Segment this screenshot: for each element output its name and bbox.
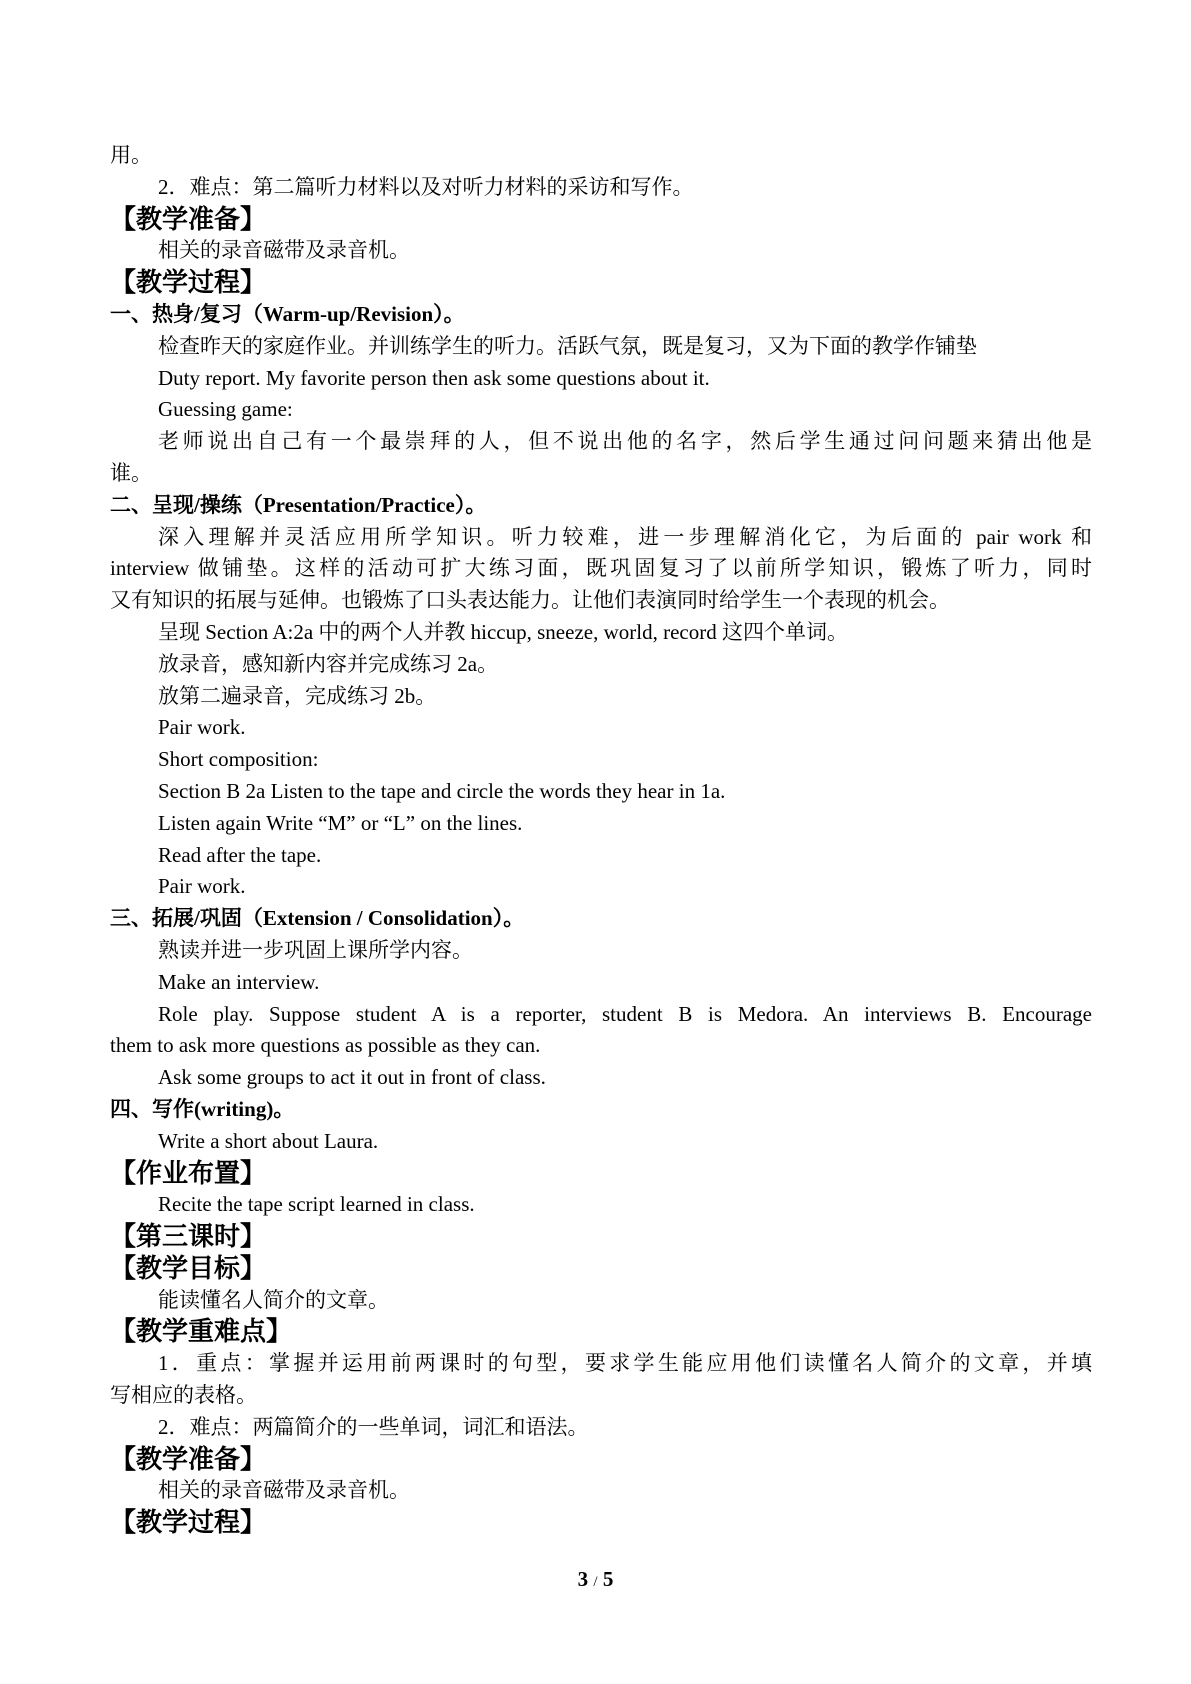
text-line: 2．难点：第二篇听力材料以及对听力材料的采访和写作。	[158, 174, 694, 199]
text-line: Guessing game:	[158, 397, 293, 422]
bracket-heading: 【教学过程】	[110, 1508, 267, 1538]
section-heading: 一、热身/复习（Warm-up/Revision）。	[110, 301, 465, 326]
text-line: Read after the tape.	[158, 842, 322, 867]
section-heading: 三、拓展/巩固（Extension / Consolidation）。	[110, 906, 525, 931]
bracket-heading: 【教学准备】	[110, 204, 267, 234]
text-line: 能读懂名人简介的文章。	[158, 1287, 389, 1312]
text-line: 谁。	[110, 460, 152, 485]
bracket-heading: 【教学准备】	[110, 1444, 267, 1474]
text-line: 又有知识的拓展与延伸。也锻炼了口头表达能力。让他们表演同时给学生一个表现的机会。	[110, 588, 950, 613]
page-current: 3	[577, 1567, 589, 1591]
text-line: 相关的录音磁带及录音机。	[158, 1478, 410, 1503]
page-separator: /	[593, 1574, 598, 1590]
text-line: Section B 2a Listen to the tape and circle the words they hear in 1a.	[158, 778, 726, 803]
bracket-heading: 【作业布置】	[110, 1158, 267, 1188]
text-line: 检查昨天的家庭作业。并训练学生的听力。活跃气氛，既是复习，又为下面的教学作铺垫	[158, 333, 977, 358]
bracket-heading: 【教学重难点】	[110, 1317, 293, 1347]
text-line: 用。	[110, 143, 152, 167]
text-line: 呈现 Section A:2a 中的两个人并教 hiccup, sneeze, world, record 这四个单词。	[158, 619, 848, 644]
text-line: 深入理解并灵活应用所学知识。听力较难，进一步理解消化它，为后面的 pair work 和	[158, 524, 1092, 549]
text-line: 相关的录音磁带及录音机。	[158, 238, 410, 263]
page-total: 5	[602, 1567, 614, 1591]
text-line: Recite the tape script learned in class.	[158, 1192, 475, 1217]
bracket-heading: 【第三课时】	[110, 1222, 267, 1252]
page-number	[0, 1567, 1191, 1592]
text-line: 写相应的表格。	[110, 1383, 257, 1408]
text-line: 2．难点：两篇简介的一些单词，词汇和语法。	[158, 1414, 589, 1439]
text-line: Pair work.	[158, 715, 246, 740]
text-line: 放录音，感知新内容并完成练习 2a。	[158, 651, 499, 676]
section-heading: 二、呈现/操练（Presentation/Practice）。	[110, 492, 487, 517]
section-heading: 四、写作(writing)。	[110, 1096, 295, 1121]
text-line: Pair work.	[158, 874, 246, 899]
text-line: Make an interview.	[158, 969, 320, 994]
text-line: 熟读并进一步巩固上课所学内容。	[158, 937, 473, 962]
bracket-heading: 【教学过程】	[110, 268, 267, 298]
text-line: 1．重点：掌握并运用前两课时的句型，要求学生能应用他们读懂名人简介的文章，并填	[158, 1351, 1092, 1376]
text-line: Duty report. My favorite person then ask some questions about it.	[158, 365, 710, 390]
text-line: 老师说出自己有一个最崇拜的人，但不说出他的名字，然后学生通过问问题来猜出他是	[158, 429, 1092, 454]
text-line: Short composition:	[158, 747, 319, 772]
text-line: 放第二遍录音，完成练习 2b。	[158, 683, 437, 708]
bracket-heading: 【教学目标】	[110, 1253, 267, 1283]
text-line: them to ask more questions as possible as they can.	[110, 1033, 541, 1058]
text-line: Role play. Suppose student A is a reporter, student B is Medora. An interviews B. Encourage	[158, 1001, 1092, 1026]
document-body	[110, 140, 1092, 1539]
text-line: Listen again Write “M” or “L” on the lines.	[158, 810, 523, 835]
text-line: Write a short about Laura.	[158, 1128, 379, 1153]
text-line: Ask some groups to act it out in front of class.	[158, 1065, 546, 1090]
text-line: interview 做铺垫。这样的活动可扩大练习面，既巩固复习了以前所学知识，锻炼了听力，同时	[110, 556, 1092, 581]
